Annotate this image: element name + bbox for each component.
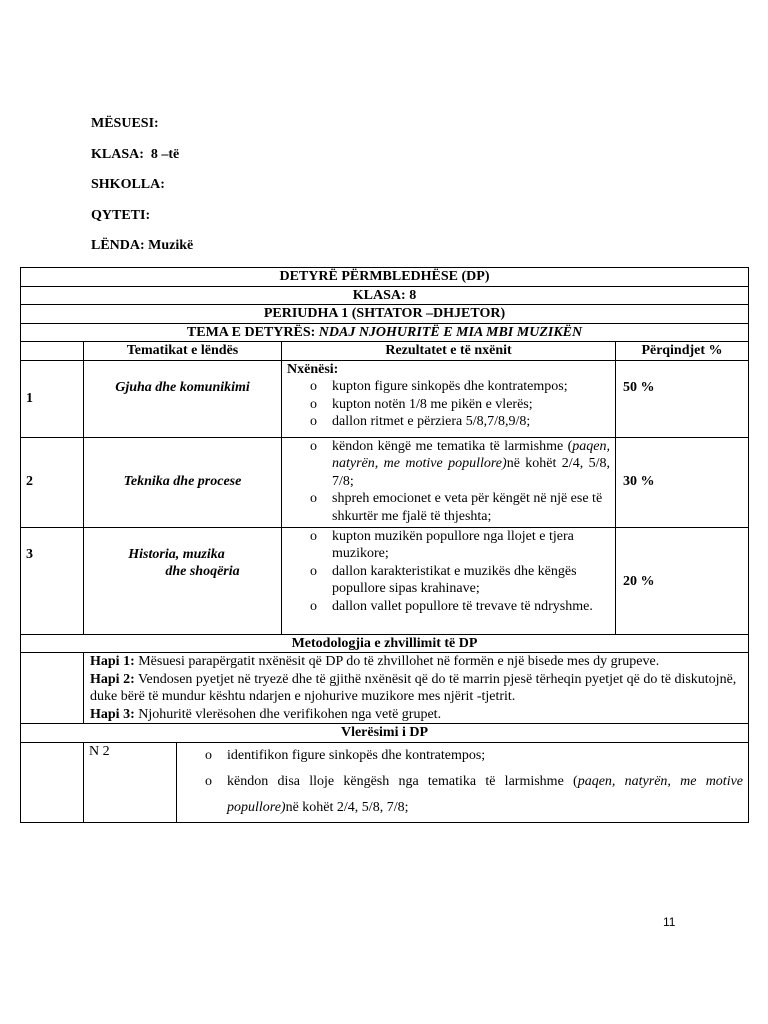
evaluation-title: Vlerësimi i DP: [21, 724, 749, 743]
row-theme: Teknika dhe procese: [84, 437, 282, 527]
table-title: DETYRË PËRMBLEDHËSE (DP): [21, 268, 749, 287]
bullet-icon: o: [310, 414, 317, 429]
table-row: [21, 360, 749, 437]
column-header-row: [21, 342, 749, 361]
summary-task-table: [20, 267, 749, 823]
step-2: Hapi 2: Vendosen pyetjet në tryezë dhe të gjithë nxënësit që do të marrin pjesë tërheqin pyetjet që do të diskutojnë, duke bërë të mundur kështu ndarjen e njohurive muzikore mes njërit -tjetrit.: [90, 671, 737, 704]
bullet-icon: o: [310, 438, 317, 454]
teacher-field: MËSUESI:: [91, 116, 159, 131]
table-period: PERIUDHA 1 (SHTATOR –DHJETOR): [21, 305, 749, 324]
row-results: [282, 360, 616, 437]
row-theme: Historia, muzika dhe shoqëria: [84, 527, 282, 634]
subject-field: LËNDA: Muzikë: [91, 238, 194, 253]
bullet-icon: o: [310, 528, 317, 544]
list-item: o kupton muzikën popullore nga llojet e tjera muzikore;: [310, 528, 574, 561]
theme-value: NDAJ NJOHURITË E MIA MBI MUZIKËN: [318, 324, 583, 340]
methodology-title: Metodologjia e zhvillimit të DP: [21, 634, 749, 653]
row-theme: Gjuha dhe komunikimi: [84, 360, 282, 437]
column-header-percent: Përqindjet %: [616, 342, 749, 361]
row-number: 2: [21, 437, 84, 527]
table-row: [21, 527, 749, 634]
row-results: [282, 437, 616, 527]
list-item: o dallon karakteristikat e muzikës dhe këngës popullore sipas krahinave;: [310, 563, 577, 596]
table-class: KLASA: 8: [21, 286, 749, 305]
student-intro: Nxënësi:: [287, 361, 339, 377]
city-field: QYTETI:: [91, 207, 151, 223]
row-number: 3: [21, 527, 84, 634]
row-percent: 50 %: [616, 360, 749, 437]
bullet-icon: o: [310, 598, 317, 614]
column-header-themes: Tematikat e lëndës: [84, 342, 282, 361]
bullet-icon: o: [205, 747, 212, 763]
methodology-steps: [84, 653, 749, 724]
table-row: [21, 437, 749, 527]
methodology-row: [21, 653, 749, 724]
school-field: SHKOLLA:: [91, 177, 165, 192]
bullet-icon: o: [310, 396, 317, 412]
list-item: o kupton figure sinkopës dhe kontratempos;: [310, 379, 568, 394]
row-percent: 30 %: [616, 437, 749, 527]
step-3: Hapi 3: Njohuritë vlerësohen dhe verifikohen nga vetë grupet.: [90, 706, 442, 722]
header-fields: [91, 115, 193, 268]
bullet-icon: o: [310, 491, 317, 506]
row-results: [282, 527, 616, 634]
list-item: o shpreh emocionet e veta për këngët në një ese të shkurtër me fjalë të thjeshta;: [310, 491, 603, 524]
evaluation-level: N 2: [84, 742, 177, 822]
row-percent: 20 %: [616, 527, 749, 634]
list-item: o identifikon figure sinkopës dhe kontratempos;: [182, 743, 743, 769]
list-item: o kupton notën 1/8 me pikën e vlerës;: [310, 396, 533, 412]
step-1: Hapi 1: Mësuesi parapërgatit nxënësit që DP do të zhvillohet në formën e një bisede mes dy grupeve.: [90, 654, 660, 669]
list-item: o dallon vallet popullore të trevave të ndryshme.: [310, 598, 593, 614]
table-theme: [21, 323, 749, 342]
bullet-icon: o: [310, 563, 317, 579]
list-item: o këndon këngë me tematika të larmishme (paqen, natyrën, me motive popullore)në kohët 2/4, 5/8, 7/8;: [310, 438, 610, 489]
theme-label: TEMA E DETYRËS:: [186, 324, 319, 340]
page-number: 11: [663, 915, 676, 929]
class-field: KLASA: 8 –të: [91, 146, 180, 162]
column-header-results: Rezultatet e të nxënit: [282, 342, 616, 361]
evaluation-row: [21, 742, 749, 822]
bullet-icon: o: [205, 773, 212, 789]
list-item: o këndon disa lloje këngësh nga tematika të larmishme (paqen, natyrën, me motive popullore)në kohët 2/4, 5/8, 7/8;: [182, 769, 743, 821]
list-item: o dallon ritmet e përziera 5/8,7/8,9/8;: [310, 414, 531, 429]
row-number: 1: [21, 360, 84, 437]
bullet-icon: o: [310, 379, 317, 394]
evaluation-criteria: [177, 742, 749, 822]
